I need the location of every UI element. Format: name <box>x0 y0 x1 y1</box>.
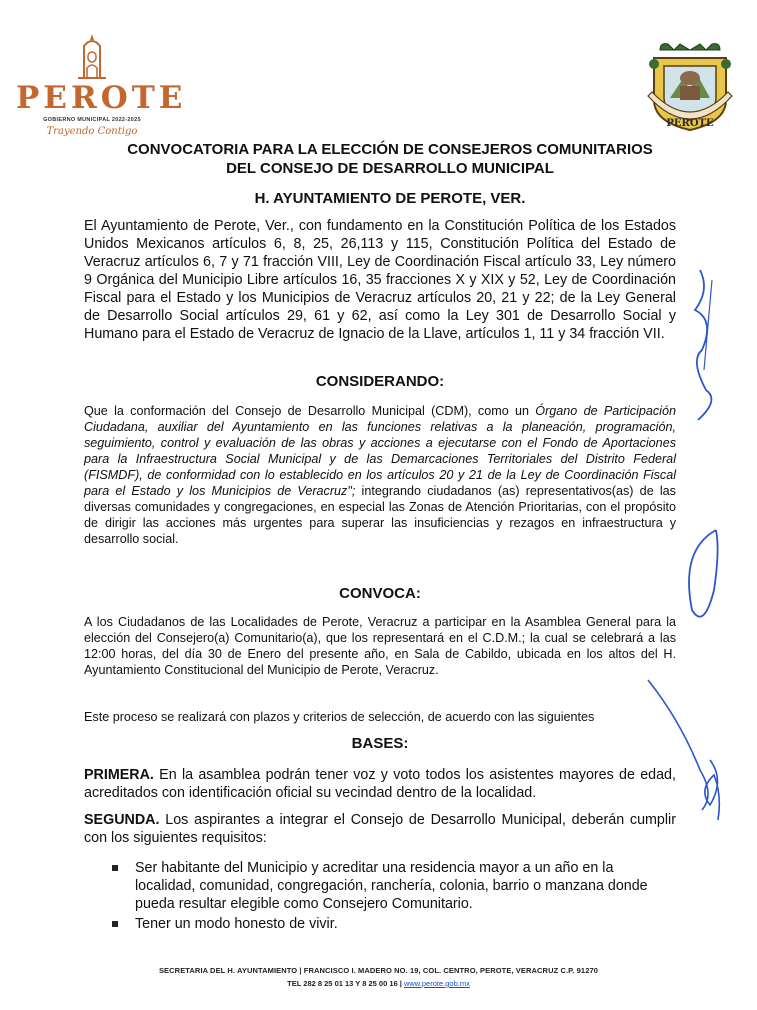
list-item <box>112 915 677 933</box>
primera-paragraph <box>84 766 676 802</box>
segunda-text: Los aspirantes a integrar el Consejo de Desarrollo Municipal, deberán cumplir con los siguientes requisitos: <box>84 812 676 846</box>
website-link[interactable]: www.perote.gob.mx <box>403 979 470 988</box>
logo-name: PEROTE <box>16 80 187 116</box>
process-paragraph: Este proceso se realizará con plazos y criterios de selección, de acuerdo con las siguientes <box>84 710 595 724</box>
logo-government-line: GOBIERNO MUNICIPAL 2022-2025 <box>43 117 141 123</box>
document-title-line-3: H. AYUNTAMIENTO DE PEROTE, VER. <box>254 190 526 207</box>
document-title-line-1: CONVOCATORIA PARA LA ELECCIÓN DE CONSEJEROS COMUNITARIOS <box>127 141 653 158</box>
list-item <box>112 859 677 913</box>
bullet-icon <box>112 921 118 927</box>
church-tower-icon <box>72 32 112 82</box>
municipal-logo <box>16 32 187 144</box>
convoca-paragraph: A los Ciudadanos de las Localidades de Perote, Veracruz a participar en la Asamblea General para la elección del Consejero(a) Comunitario(a), que los representará en el C.D.M.; la cual se celebrará a las 12:00 horas, del día 30 de Enero del presente año, en Sala de Cabildo, ubicada en los altos del H. Ayuntamiento Constitucional del Municipio de Perote, Veracruz. <box>84 615 676 677</box>
bases-heading: BASES: <box>351 735 409 752</box>
footer-phone: TEL 282 8 25 01 13 Y 8 25 00 16 | <box>287 979 404 988</box>
segunda-paragraph <box>84 811 676 847</box>
primera-text: En la asamblea podrán tener voz y voto todos los asistentes mayores de edad, acreditados con identificación oficial su vecindad dentro de la localidad. <box>84 767 676 801</box>
list-item-text: Ser habitante del Municipio y acreditar una residencia mayor a un año en la localidad, comunidad, congregación, ranchería, colonia, barrio o manzana donde pueda resultar elegible como Consejero Comunitario. <box>135 860 648 912</box>
segunda-label: SEGUNDA. <box>84 812 160 828</box>
seal-text: PEROTE <box>666 118 714 129</box>
logo-slogan: Trayendo Contigo <box>46 126 138 137</box>
coat-of-arms-seal <box>640 36 740 136</box>
document-title-line-2: DEL CONSEJO DE DESARROLLO MUNICIPAL <box>226 160 554 177</box>
primera-label: PRIMERA. <box>84 767 154 783</box>
considerando-heading: CONSIDERANDO: <box>315 373 445 390</box>
intro-paragraph: El Ayuntamiento de Perote, Ver., con fundamento en la Constitución Política de los Estados Unidos Mexicanos artículos 6, 8, 25, 26,113 y 115, Constitución Política del Estado de Veracruz artículos 6, 7 y 71 fracción VIII, Ley de Coordinación Fiscal artículo 33, Ley número 9 Orgánica del Municipio Libre artículos 16, 35 fracciones X y XIX y 52, Ley de Coordinación Fiscal para el Estado y los Municipios de Veracruz artículos 20, 21 y 22; de la Ley General de Desarrollo Social artículos 29, 61 y 62, así como la Ley 301 de Desarrollo Social y Humano para el Estado de Veracruz de Ignacio de la Llave, artículos 1, 11 y 34 fracción VII. <box>84 218 676 342</box>
considerando-text-italic: Órgano de Participación Ciudadana, auxiliar del Ayuntamiento en las funciones relativas a la planeación, programación, seguimiento, control y evaluación de las obras y acciones a ejecutarse con el Fondo de Aportaciones para la Infraestructura Social Municipal y de las Demarcaciones Territoriales del Distrito Federal (FISMDF), de conformidad con lo establecido en los artículos 20 y 21 de la Ley de Coordinación Fiscal para el Estado y los Municipios de Veracruz"; <box>84 404 676 498</box>
list-item-text: Tener un modo honesto de vivir. <box>135 916 338 932</box>
requisitos-list <box>112 859 677 935</box>
considerando-paragraph <box>84 403 676 547</box>
convoca-heading: CONVOCA: <box>339 585 421 602</box>
footer-address: SECRETARIA DEL H. AYUNTAMIENTO | FRANCISCO I. MADERO NO. 19, COL. CENTRO, PEROTE, VERACRUZ C.P. 91270 <box>158 966 599 975</box>
bullet-icon <box>112 865 118 871</box>
considerando-text-3: integrando ciudadanos (as) representativos(as) de las diversas comunidades y congregaciones, en especial las Zonas de Atención Prioritarias, con el propósito de dirigir las acciones más urgentes para superar las insuficiencias y rezagos en infraestructura y desarrollo social. <box>84 484 676 546</box>
considerando-text-1: Que la conformación del Consejo de Desarrollo Municipal (CDM), como un <box>84 404 536 418</box>
footer-contact <box>100 979 657 988</box>
